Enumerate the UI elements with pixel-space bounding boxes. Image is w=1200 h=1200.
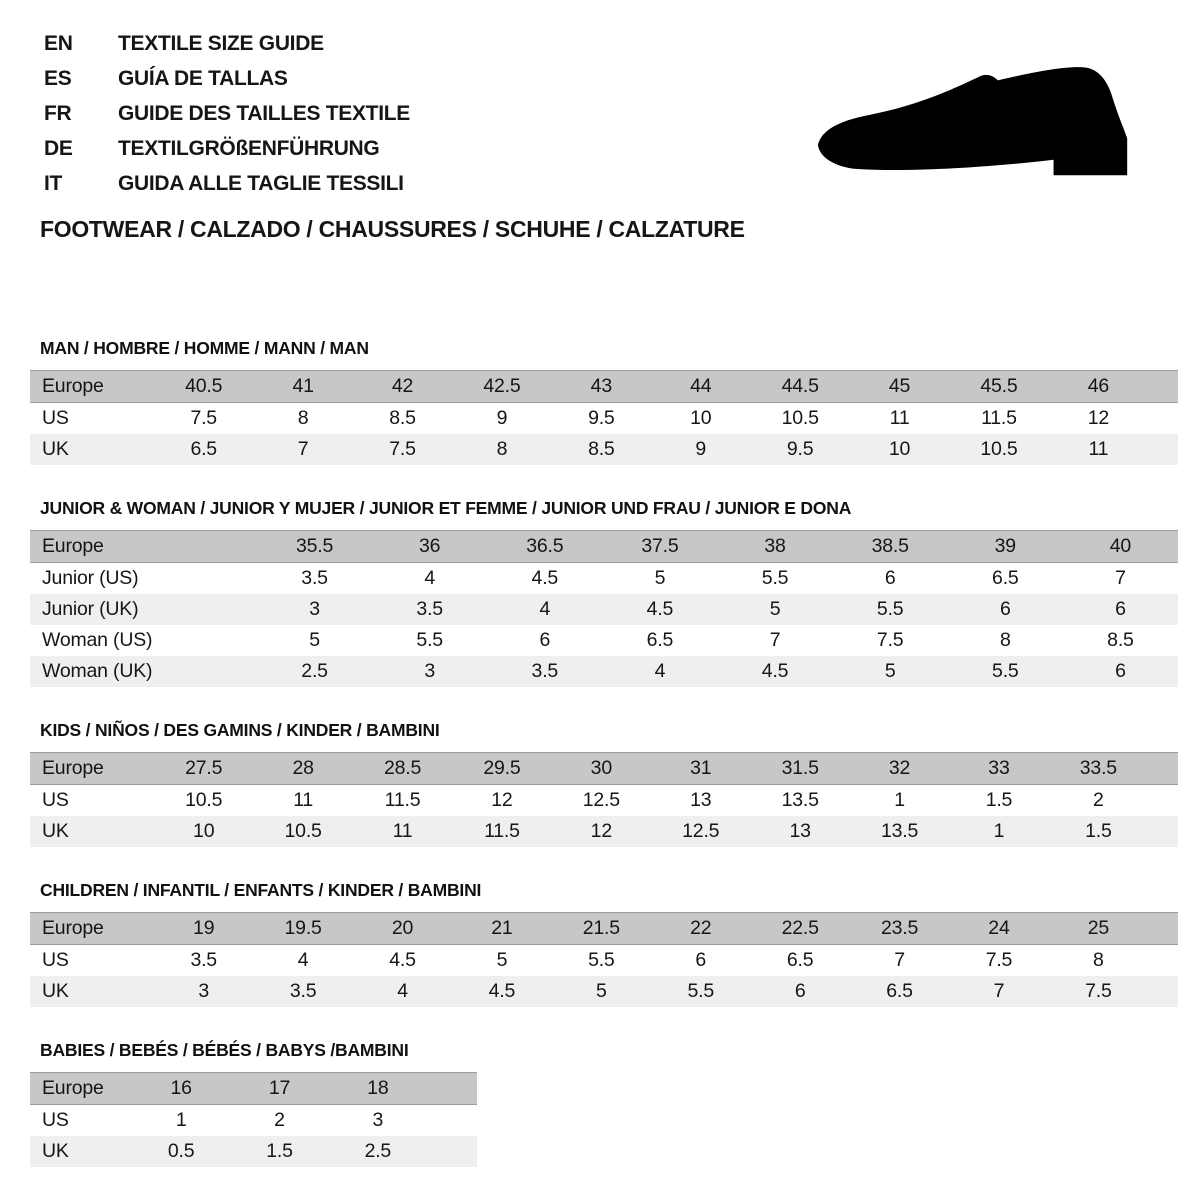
size-cell: 8.5 <box>389 407 416 429</box>
lang-row-fr <box>44 96 410 131</box>
row-label: Woman (UK) <box>42 660 153 682</box>
size-cell: 13 <box>690 789 712 811</box>
size-cell: 13.5 <box>880 820 919 842</box>
size-cell: 4.5 <box>531 567 559 589</box>
size-cell: 8 <box>999 629 1011 651</box>
size-cell: 6.5 <box>786 949 814 971</box>
lang-title: GUIDE DES TAILLES TEXTILE <box>118 101 410 125</box>
table-row <box>30 594 1178 625</box>
size-cell: 10.5 <box>980 438 1018 460</box>
size-cell: 36.5 <box>526 535 564 557</box>
size-cell: 29.5 <box>483 757 521 779</box>
table-row <box>30 785 1178 816</box>
category-heading: FOOTWEAR / CALZADO / CHAUSSURES / SCHUHE / CALZATURE <box>40 216 745 242</box>
size-cell: 13 <box>789 820 811 842</box>
size-cell: 9 <box>695 438 707 460</box>
size-cell: 7 <box>993 980 1005 1002</box>
size-cell: 11 <box>293 789 314 811</box>
size-cell: 4 <box>424 567 436 589</box>
size-cell: 45 <box>888 375 911 397</box>
size-cell: 32 <box>888 757 911 779</box>
size-cell: 11 <box>392 820 413 842</box>
size-cell: 3 <box>198 980 210 1002</box>
size-cell: 1.5 <box>985 789 1013 811</box>
size-cell: 3.5 <box>190 949 217 971</box>
size-cell: 12.5 <box>582 789 620 811</box>
man-section-heading: MAN / HOMBRE / HOMME / MANN / MAN <box>40 338 369 358</box>
size-cell: 12 <box>491 789 513 811</box>
size-cell: 7.5 <box>1085 980 1112 1002</box>
size-cell: 5.5 <box>416 629 443 651</box>
size-cell: 5.5 <box>687 980 714 1002</box>
lang-code: IT <box>44 171 63 195</box>
row-label: US <box>42 407 69 429</box>
size-cell: 10 <box>690 407 712 429</box>
babies-section-heading: BABIES / BEBÉS / BÉBÉS / BABYS /BAMBINI <box>40 1040 409 1060</box>
size-cell: 6.5 <box>190 438 217 460</box>
size-cell: 7 <box>894 949 905 971</box>
size-cell: 36 <box>419 535 441 557</box>
size-cell: 40.5 <box>185 375 223 397</box>
size-cell: 9.5 <box>786 438 814 460</box>
size-cell: 8 <box>1093 949 1104 971</box>
kids-section-heading: KIDS / NIÑOS / DES GAMINS / KINDER / BAMBINI <box>40 720 440 740</box>
size-cell: 6 <box>539 629 551 651</box>
size-cell: 4 <box>297 949 309 971</box>
size-cell: 22.5 <box>781 917 819 939</box>
size-cell: 13.5 <box>781 789 819 811</box>
size-cell: 24 <box>988 917 1010 939</box>
size-cell: 33.5 <box>1079 757 1117 779</box>
table-row <box>30 945 1178 976</box>
size-cell: 10.5 <box>185 789 223 811</box>
size-cell: 28 <box>292 757 314 779</box>
lang-title: GUÍA DE TALLAS <box>118 66 288 90</box>
size-cell: 10 <box>888 438 911 460</box>
size-cell: 6 <box>794 980 806 1002</box>
row-label: UK <box>42 820 69 842</box>
size-cell: 45.5 <box>980 375 1018 397</box>
size-cell: 23.5 <box>880 917 919 939</box>
size-cell: 6.5 <box>886 980 913 1002</box>
size-cell: 5 <box>654 567 666 589</box>
row-label: Europe <box>42 535 104 557</box>
row-label: Europe <box>42 917 104 939</box>
size-cell: 4.5 <box>488 980 516 1002</box>
size-cell: 2.5 <box>301 660 328 682</box>
row-label: Woman (US) <box>42 629 153 651</box>
size-cell: 3.5 <box>531 660 559 682</box>
size-cell: 42 <box>391 375 414 397</box>
size-cell: 7 <box>297 438 309 460</box>
size-cell: 10 <box>193 820 215 842</box>
size-cell: 11.5 <box>384 789 421 811</box>
babies-size-table <box>30 1072 477 1167</box>
size-cell: 12.5 <box>682 820 720 842</box>
lang-title: TEXTILGRÖßENFÜHRUNG <box>118 136 380 160</box>
size-cell: 41 <box>292 375 314 397</box>
size-cell: 7.5 <box>190 407 217 429</box>
size-cell: 11.5 <box>484 820 520 842</box>
size-cell: 4.5 <box>761 660 789 682</box>
size-cell: 19.5 <box>284 917 322 939</box>
size-cell: 38 <box>764 535 786 557</box>
size-cell: 6.5 <box>992 567 1019 589</box>
size-cell: 19 <box>193 917 215 939</box>
table-row <box>30 1072 477 1105</box>
row-label: Europe <box>42 757 104 779</box>
size-cell: 28.5 <box>383 757 422 779</box>
lang-row-de <box>44 131 410 166</box>
man-section <box>30 338 1178 465</box>
size-cell: 31.5 <box>781 757 819 779</box>
size-cell: 11.5 <box>981 407 1017 429</box>
size-cell: 21.5 <box>582 917 620 939</box>
size-cell: 3.5 <box>416 598 443 620</box>
size-cell: 3 <box>309 598 320 620</box>
size-cell: 7 <box>769 629 781 651</box>
size-cell: 1 <box>993 820 1005 842</box>
size-cell: 20 <box>391 917 414 939</box>
babies-section <box>30 1040 1178 1167</box>
row-label: Junior (UK) <box>42 598 139 620</box>
lang-row-en <box>44 26 410 61</box>
table-row <box>30 912 1178 945</box>
lang-row-es <box>44 61 410 96</box>
size-cell: 35.5 <box>295 535 334 557</box>
row-label: UK <box>42 438 69 460</box>
size-tables <box>30 338 1178 1200</box>
table-row <box>30 530 1178 563</box>
size-cell: 10.5 <box>284 820 322 842</box>
size-cell: 6 <box>695 949 707 971</box>
size-cell: 8 <box>297 407 309 429</box>
table-row <box>30 563 1178 594</box>
table-row <box>30 1105 477 1136</box>
size-cell: 12 <box>590 820 612 842</box>
size-cell: 11 <box>1088 438 1109 460</box>
table-row <box>30 752 1178 785</box>
row-label: US <box>42 789 69 811</box>
size-cell: 8 <box>496 438 508 460</box>
lang-title: TEXTILE SIZE GUIDE <box>118 31 324 55</box>
size-cell: 21 <box>491 917 513 939</box>
lang-title: GUIDA ALLE TAGLIE TESSILI <box>118 171 404 195</box>
size-cell: 3 <box>424 660 436 682</box>
children-size-table <box>30 912 1178 1007</box>
size-cell: 30 <box>590 757 612 779</box>
children-section-heading: CHILDREN / INFANTIL / ENFANTS / KINDER / BAMBINI <box>40 880 482 900</box>
size-cell: 46 <box>1087 375 1109 397</box>
size-cell: 9 <box>496 407 508 429</box>
man-size-table <box>30 370 1178 465</box>
size-cell: 0.5 <box>167 1140 195 1162</box>
children-section <box>30 880 1178 1007</box>
language-title-block <box>44 26 410 201</box>
size-cell: 39 <box>994 535 1016 557</box>
size-cell: 5.5 <box>876 598 904 620</box>
lang-code: EN <box>44 31 73 55</box>
size-cell: 5 <box>769 598 781 620</box>
size-cell: 3 <box>372 1109 384 1131</box>
size-cell: 1.5 <box>266 1140 293 1162</box>
size-cell: 5.5 <box>588 949 615 971</box>
size-cell: 10.5 <box>781 407 819 429</box>
table-row <box>30 434 1178 465</box>
row-label: US <box>42 949 69 971</box>
size-cell: 22 <box>690 917 712 939</box>
row-label: Europe <box>42 1077 104 1099</box>
size-cell: 40 <box>1109 535 1132 557</box>
kids-section <box>30 720 1178 847</box>
table-row <box>30 1136 477 1167</box>
junior-woman-section-heading: JUNIOR & WOMAN / JUNIOR Y MUJER / JUNIOR ET FEMME / JUNIOR UND FRAU / JUNIOR E DONA <box>40 498 852 518</box>
size-cell: 11 <box>889 407 910 429</box>
size-cell: 1.5 <box>1085 820 1112 842</box>
size-cell: 12 <box>1087 407 1109 429</box>
size-cell: 3.5 <box>289 980 317 1002</box>
size-cell: 4 <box>654 660 666 682</box>
size-cell: 3.5 <box>301 567 328 589</box>
size-cell: 25 <box>1087 917 1109 939</box>
size-cell: 5 <box>884 660 896 682</box>
lang-code: DE <box>44 136 73 160</box>
lang-code: ES <box>44 66 72 90</box>
size-cell: 5 <box>596 980 607 1002</box>
row-label: UK <box>42 980 69 1002</box>
size-cell: 4 <box>539 598 551 620</box>
size-cell: 16 <box>170 1077 192 1099</box>
row-label: Junior (US) <box>42 567 139 589</box>
size-cell: 5.5 <box>761 567 789 589</box>
size-cell: 9.5 <box>588 407 615 429</box>
size-cell: 1 <box>175 1109 187 1131</box>
table-row <box>30 370 1178 403</box>
size-cell: 17 <box>268 1077 291 1099</box>
size-cell: 6 <box>999 598 1011 620</box>
size-cell: 5.5 <box>992 660 1019 682</box>
table-row <box>30 976 1178 1007</box>
size-cell: 4.5 <box>389 949 416 971</box>
size-cell: 37.5 <box>641 535 679 557</box>
size-cell: 18 <box>367 1077 389 1099</box>
table-row <box>30 625 1178 656</box>
size-cell: 38.5 <box>871 535 909 557</box>
size-cell: 2.5 <box>364 1140 392 1162</box>
size-cell: 7 <box>1115 567 1126 589</box>
size-cell: 1 <box>894 789 905 811</box>
size-cell: 42.5 <box>483 375 521 397</box>
lang-code: FR <box>44 101 72 125</box>
shoe-icon <box>800 55 1150 190</box>
size-cell: 4 <box>397 980 408 1002</box>
size-cell: 7.5 <box>876 629 904 651</box>
size-cell: 7.5 <box>389 438 416 460</box>
size-cell: 6 <box>1115 660 1126 682</box>
size-cell: 4.5 <box>646 598 674 620</box>
size-cell: 43 <box>590 375 612 397</box>
size-cell: 44 <box>690 375 712 397</box>
lang-row-it <box>44 166 410 201</box>
size-cell: 6.5 <box>646 629 674 651</box>
table-row <box>30 403 1178 434</box>
size-cell: 8.5 <box>588 438 615 460</box>
row-label: US <box>42 1109 69 1131</box>
row-label: UK <box>42 1140 69 1162</box>
table-row <box>30 816 1178 847</box>
size-cell: 2 <box>274 1109 285 1131</box>
junior-woman-size-table <box>30 530 1178 687</box>
size-cell: 44.5 <box>781 375 819 397</box>
size-cell: 8.5 <box>1107 629 1134 651</box>
size-cell: 33 <box>988 757 1010 779</box>
junior-woman-section <box>30 498 1178 687</box>
size-cell: 5 <box>309 629 320 651</box>
table-row <box>30 656 1178 687</box>
kids-size-table <box>30 752 1178 847</box>
size-cell: 6 <box>884 567 896 589</box>
size-cell: 27.5 <box>185 757 223 779</box>
size-cell: 5 <box>496 949 508 971</box>
size-cell: 6 <box>1115 598 1126 620</box>
row-label: Europe <box>42 375 104 397</box>
size-cell: 2 <box>1093 789 1104 811</box>
size-cell: 31 <box>690 757 712 779</box>
size-cell: 7.5 <box>985 949 1013 971</box>
